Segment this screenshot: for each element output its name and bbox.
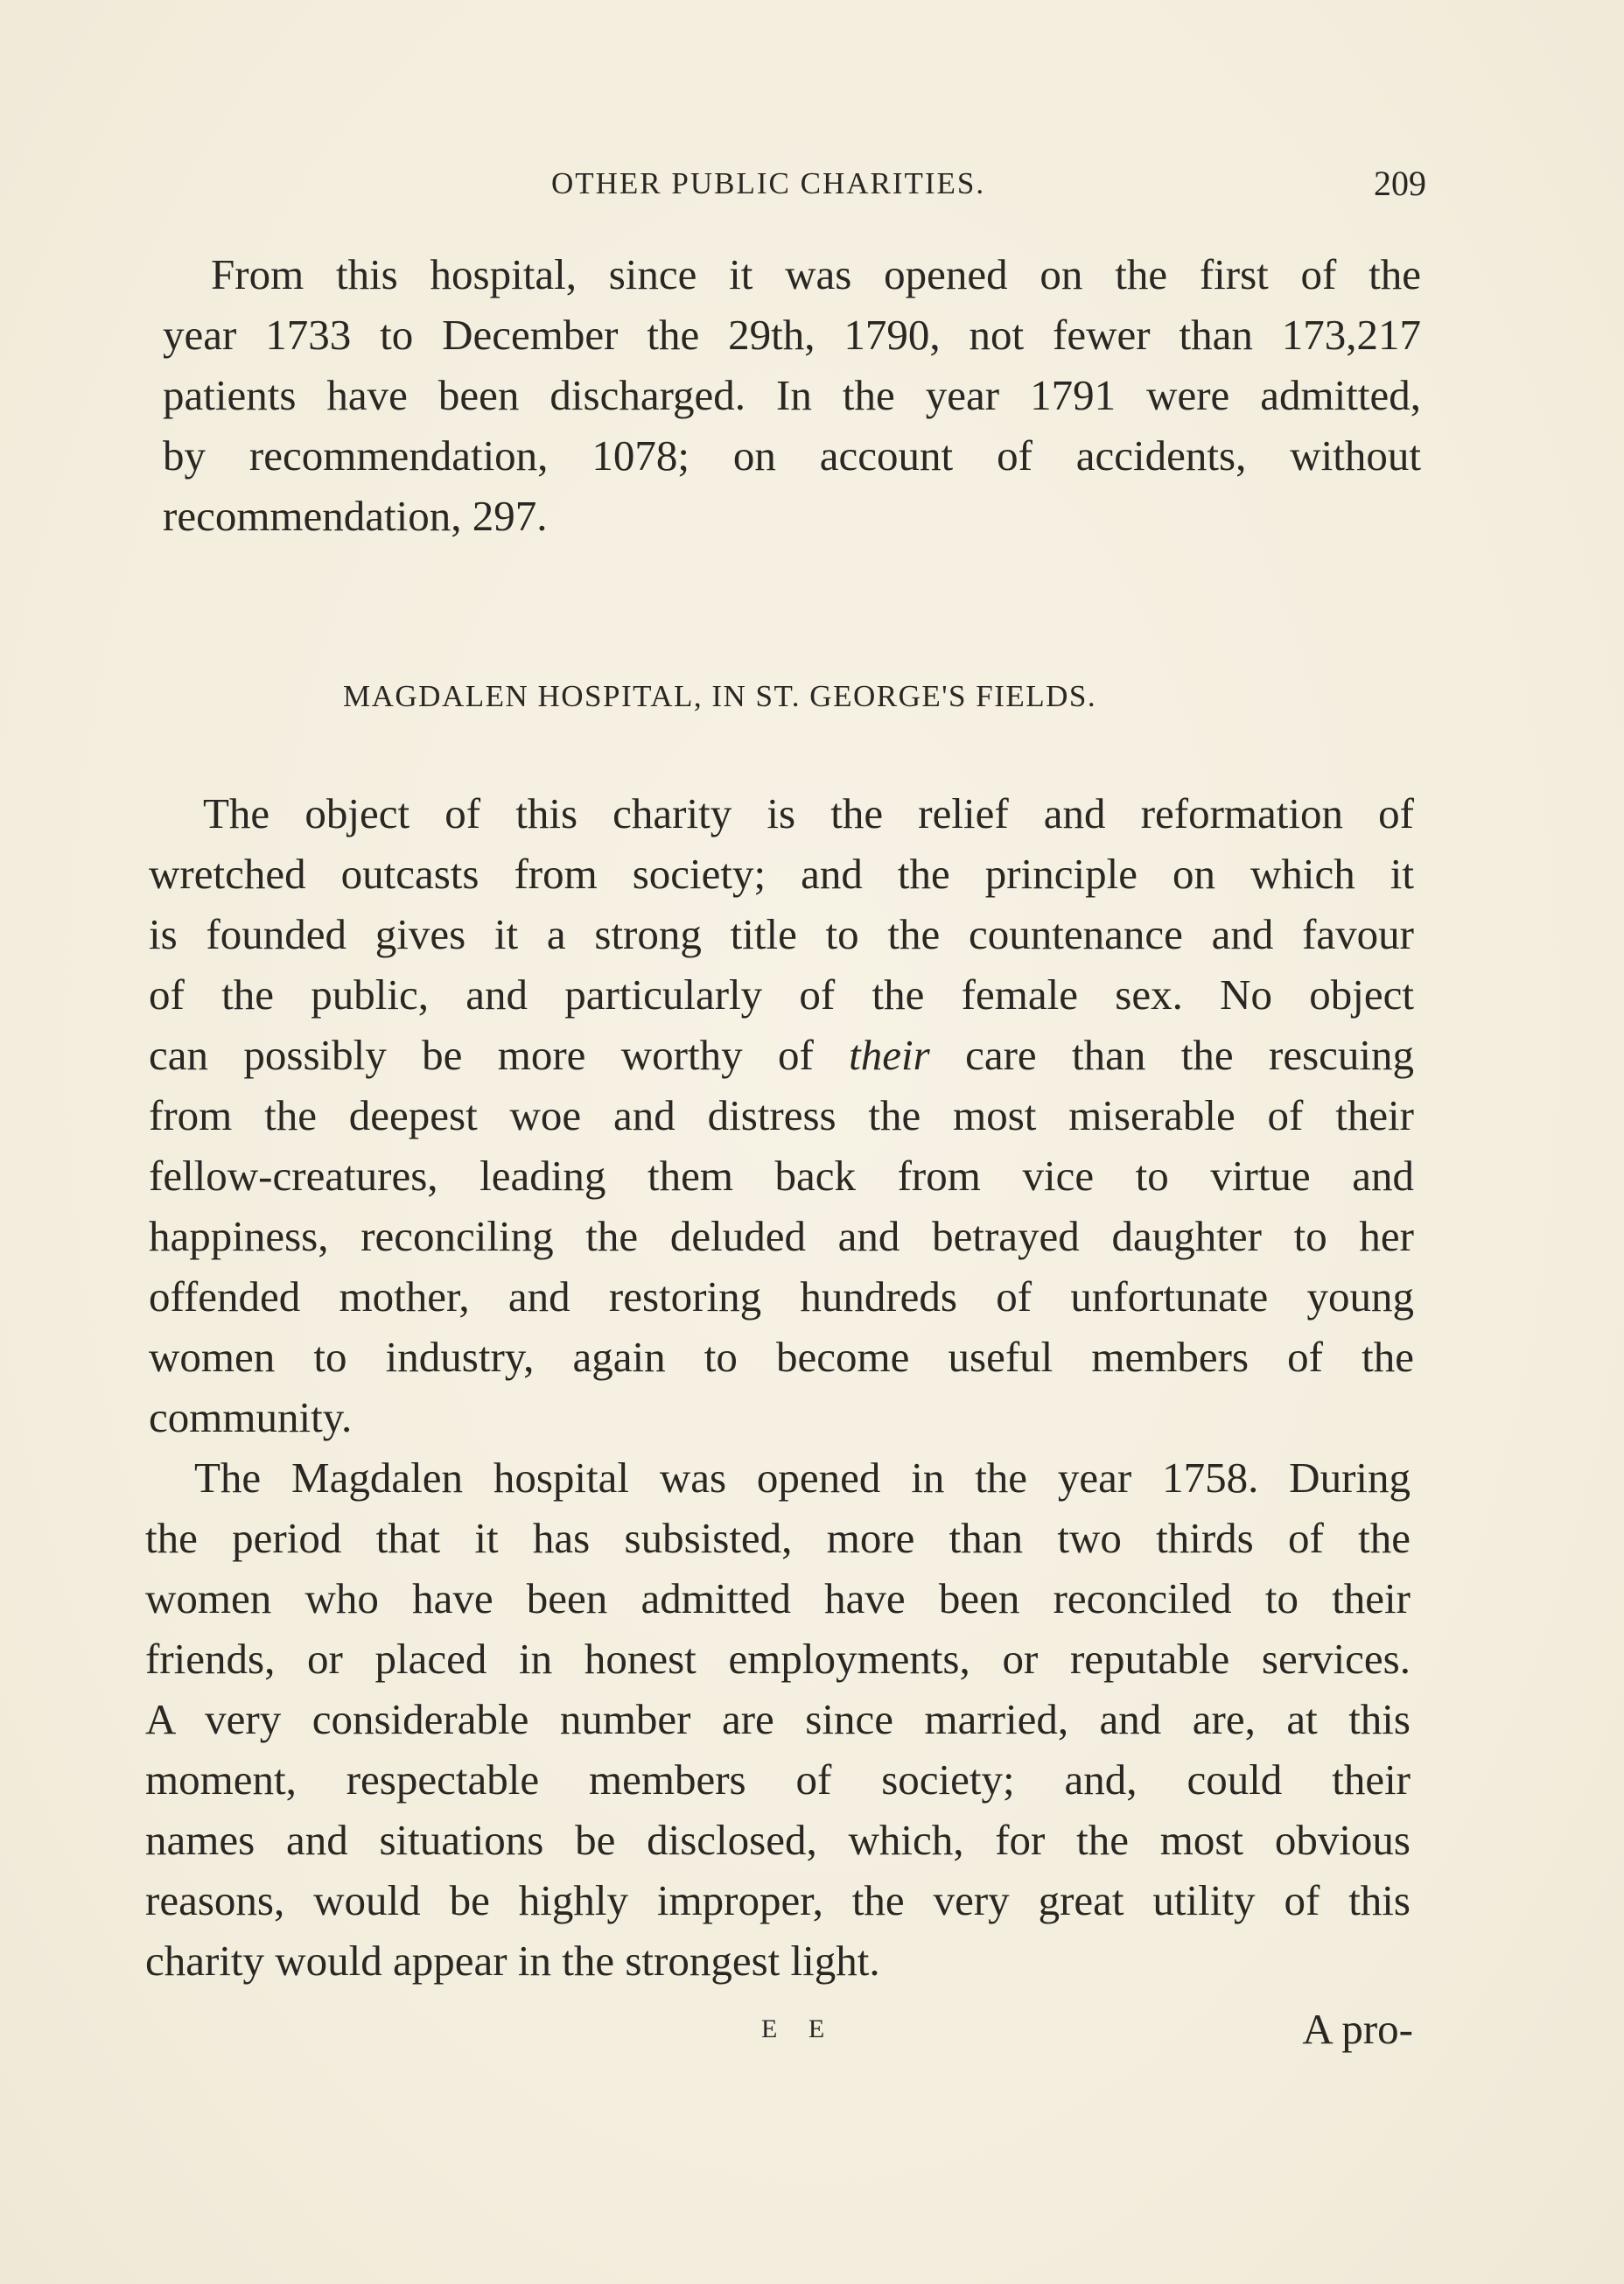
- text-line: happiness, reconciling the deluded and betrayed daughter to her: [149, 1212, 1414, 1260]
- text-line: community.: [149, 1393, 353, 1441]
- catchword: A pro-: [1302, 2005, 1413, 2053]
- text-line: women to industry, again to become useful members of the: [149, 1333, 1414, 1381]
- text-line: names and situations be disclosed, which, for the most obvious: [145, 1816, 1410, 1864]
- text-segment: care than the rescuing: [965, 1031, 1414, 1079]
- text-line: The Magdalen hospital was opened in the year 1758. During: [194, 1454, 1410, 1502]
- text-line: from the deepest woe and distress the most miserable of their: [149, 1091, 1414, 1139]
- text-line: reasons, would be highly improper, the very great utility of this: [145, 1876, 1410, 1924]
- text-line: A very considerable number are since married, and are, at this: [145, 1695, 1410, 1743]
- text-line: offended mother, and restoring hundreds of unfortunate young: [149, 1272, 1414, 1321]
- text-line: friends, or placed in honest employments, or reputable services.: [145, 1635, 1410, 1683]
- text-line: From this hospital, since it was opened on the first of the: [211, 250, 1421, 298]
- text-line: the period that it has subsisted, more than two thirds of the: [145, 1514, 1410, 1562]
- page-footer: [144, 2004, 1413, 2056]
- paragraph-hospital-statistics: [163, 244, 1421, 546]
- page-number: 209: [1374, 164, 1426, 203]
- text-line: year 1733 to December the 29th, 1790, not fewer than 173,217: [163, 311, 1421, 359]
- text-line: moment, respectable members of society; and, could their: [145, 1755, 1410, 1804]
- text-line: is founded gives it a strong title to the countenance and favour: [149, 910, 1414, 958]
- text-line-with-italic: [149, 1025, 1414, 1085]
- text-line: The object of this charity is the relief and reformation of: [203, 789, 1414, 837]
- text-line: fellow-creatures, leading them back from vice to virtue and: [149, 1152, 1414, 1200]
- italic-word: their: [849, 1031, 930, 1079]
- text-line: of the public, and particularly of the female sex. No object: [149, 970, 1414, 1019]
- paragraph-charity-object: [149, 783, 1414, 1447]
- text-line: wretched outcasts from society; and the principle on which it: [149, 850, 1414, 898]
- paragraph-magdalen-history: [145, 1447, 1410, 1991]
- running-title: OTHER PUBLIC CHARITIES.: [551, 166, 986, 200]
- text-line: by recommendation, 1078; on account of accidents, without: [163, 431, 1421, 480]
- text-line: charity would appear in the strongest light.: [145, 1937, 880, 1985]
- section-heading: MAGDALEN HOSPITAL, IN ST. GEORGE'S FIELDS.: [343, 679, 1097, 713]
- text-segment: can possibly be more worthy of: [149, 1031, 814, 1079]
- signature-mark: E E: [761, 2014, 837, 2043]
- text-line: women who have been admitted have been reconciled to their: [145, 1574, 1410, 1622]
- text-line: patients have been discharged. In the year 1791 were admitted,: [163, 371, 1421, 419]
- text-line: recommendation, 297.: [163, 492, 548, 540]
- running-head: [149, 163, 1426, 207]
